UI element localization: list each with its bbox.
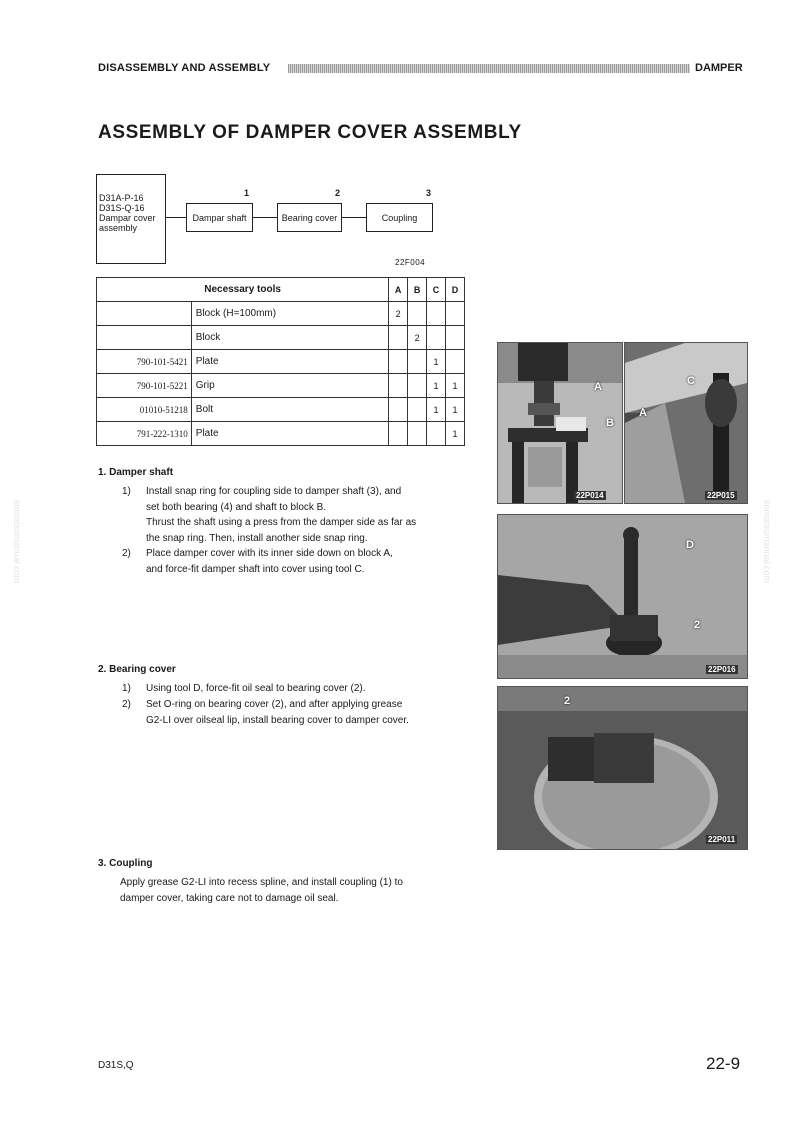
- part-number-cell: 790-101-5221: [97, 374, 192, 398]
- qty-cell: 2: [389, 302, 408, 326]
- qty-cell: 1: [427, 374, 446, 398]
- photo-tool-d: [497, 514, 748, 679]
- page-title: ASSEMBLY OF DAMPER COVER ASSEMBLY: [98, 122, 522, 143]
- qty-cell: [408, 422, 427, 446]
- watermark: komatsumanual.com: [762, 500, 772, 584]
- qty-cell: 1: [427, 350, 446, 374]
- qty-cell: [427, 422, 446, 446]
- table-header-cell: A: [389, 278, 408, 302]
- flow-connector: [342, 217, 366, 218]
- qty-cell: [389, 398, 408, 422]
- diagram-main-box: [96, 174, 166, 264]
- diagram-code: 22F004: [395, 258, 426, 267]
- step-number: 2): [122, 699, 131, 710]
- instruction-text: [146, 484, 476, 546]
- photo-callout: A: [639, 407, 647, 419]
- step-number: 1): [122, 683, 131, 694]
- tool-name-cell: Grip: [191, 374, 388, 398]
- table-header-cell: D: [446, 278, 465, 302]
- photo-tool-c: [624, 342, 748, 504]
- instruction-line: set both bearing (4) and shaft to block B.: [146, 501, 327, 513]
- photo-bearing-cover: [497, 686, 748, 850]
- tool-name-cell: Plate: [191, 422, 388, 446]
- photo-code: 22P011: [708, 835, 736, 844]
- flow-connector: [166, 217, 186, 218]
- tool-name-cell: Bolt: [191, 398, 388, 422]
- instruction-line: Install snap ring for coupling side to damper shaft (3), and: [146, 486, 402, 497]
- qty-cell: [446, 350, 465, 374]
- qty-cell: [389, 326, 408, 350]
- page-number: 22-9: [706, 1054, 741, 1073]
- flow-step-box: Dampar shaft: [186, 203, 253, 232]
- footer-model: D31S,Q: [98, 1060, 134, 1071]
- part-number-cell: 01010-51218: [97, 398, 192, 422]
- instruction-line: Thrust the shaft using a press from the damper side as far as: [146, 517, 417, 528]
- photo-code: 22P015: [707, 491, 735, 500]
- table-row: [97, 302, 465, 326]
- table-row: [97, 350, 465, 374]
- instruction-text: [146, 697, 476, 728]
- flow-connector: [253, 217, 277, 218]
- table-row: [97, 422, 465, 446]
- table-header-cell: C: [427, 278, 446, 302]
- qty-cell: [408, 398, 427, 422]
- photo-press-block: [497, 342, 623, 504]
- photo-callout: B: [606, 417, 614, 429]
- qty-cell: 2: [408, 326, 427, 350]
- instruction-line: the snap ring. Then, install another side snap ring.: [146, 532, 368, 544]
- main-box-line: assembly: [99, 223, 138, 233]
- section-title-bearing-cover: 2. Bearing cover: [98, 664, 176, 675]
- qty-cell: 1: [427, 398, 446, 422]
- instruction-text: [146, 546, 476, 577]
- photo-callout: 2: [694, 619, 701, 631]
- qty-cell: [408, 350, 427, 374]
- qty-cell: [427, 302, 446, 326]
- part-number-cell: [97, 326, 192, 350]
- instruction-text: [120, 875, 480, 906]
- instruction-line: G2-LI over oilseal lip, install bearing cover to damper cover.: [146, 714, 409, 726]
- watermark: komatsumanual.com: [12, 500, 22, 584]
- table-row: [97, 374, 465, 398]
- necessary-tools-table: [96, 277, 465, 446]
- table-row: [97, 398, 465, 422]
- tool-name-cell: Block: [191, 326, 388, 350]
- qty-cell: [408, 374, 427, 398]
- table-row: [97, 326, 465, 350]
- instruction-line: Set O-ring on bearing cover (2), and after applying grease: [146, 699, 403, 710]
- instruction-line: damper cover, taking care not to damage oil seal.: [120, 892, 339, 904]
- tool-name-cell: Block (H=100mm): [191, 302, 388, 326]
- qty-cell: 1: [446, 422, 465, 446]
- step-number: 2: [335, 188, 341, 198]
- part-number-cell: 790-101-5421: [97, 350, 192, 374]
- header-rule: [288, 64, 690, 73]
- table-header-cell: B: [408, 278, 427, 302]
- main-box-line: D31A-P-16: [99, 193, 144, 203]
- qty-cell: 1: [446, 374, 465, 398]
- photo-code: 22P016: [708, 665, 736, 674]
- qty-cell: [446, 326, 465, 350]
- table-header-row: [97, 278, 465, 302]
- section-title-coupling: 3. Coupling: [98, 858, 153, 869]
- qty-cell: 1: [446, 398, 465, 422]
- part-number-cell: [97, 302, 192, 326]
- section-header: DISASSEMBLY AND ASSEMBLY: [98, 62, 271, 74]
- qty-cell: [446, 302, 465, 326]
- instruction-line: Place damper cover with its inner side down on block A,: [146, 548, 393, 559]
- qty-cell: [389, 422, 408, 446]
- main-box-line: D31S-Q-16: [99, 203, 145, 213]
- photo-callout: C: [687, 375, 695, 387]
- flow-step-box: Bearing cover: [277, 203, 342, 232]
- instruction-line: and force-fit damper shaft into cover using tool C.: [146, 563, 365, 575]
- photo-callout: 2: [564, 695, 571, 707]
- table-header-cell: Necessary tools: [97, 278, 389, 302]
- instruction-line: Apply grease G2-LI into recess spline, and install coupling (1) to: [120, 877, 403, 888]
- part-number-cell: 791-222-1310: [97, 422, 192, 446]
- photo-callout: D: [686, 539, 694, 551]
- step-number: 2): [122, 548, 131, 559]
- photo-code: 22P014: [576, 491, 604, 500]
- step-number: 1: [244, 188, 250, 198]
- instruction-text: [146, 681, 476, 697]
- section-title-damper-shaft: 1. Damper shaft: [98, 467, 174, 478]
- qty-cell: [389, 350, 408, 374]
- instruction-line: Using tool D, force-fit oil seal to bearing cover (2).: [146, 683, 366, 694]
- qty-cell: [427, 326, 446, 350]
- photo-callout: A: [594, 381, 602, 393]
- main-box-line: Dampar cover: [99, 213, 156, 223]
- step-number: 1): [122, 486, 131, 497]
- tool-name-cell: Plate: [191, 350, 388, 374]
- chapter-header: DAMPER: [695, 62, 743, 74]
- qty-cell: [389, 374, 408, 398]
- flow-step-box: Coupling: [366, 203, 433, 232]
- step-number: 3: [426, 188, 432, 198]
- qty-cell: [408, 302, 427, 326]
